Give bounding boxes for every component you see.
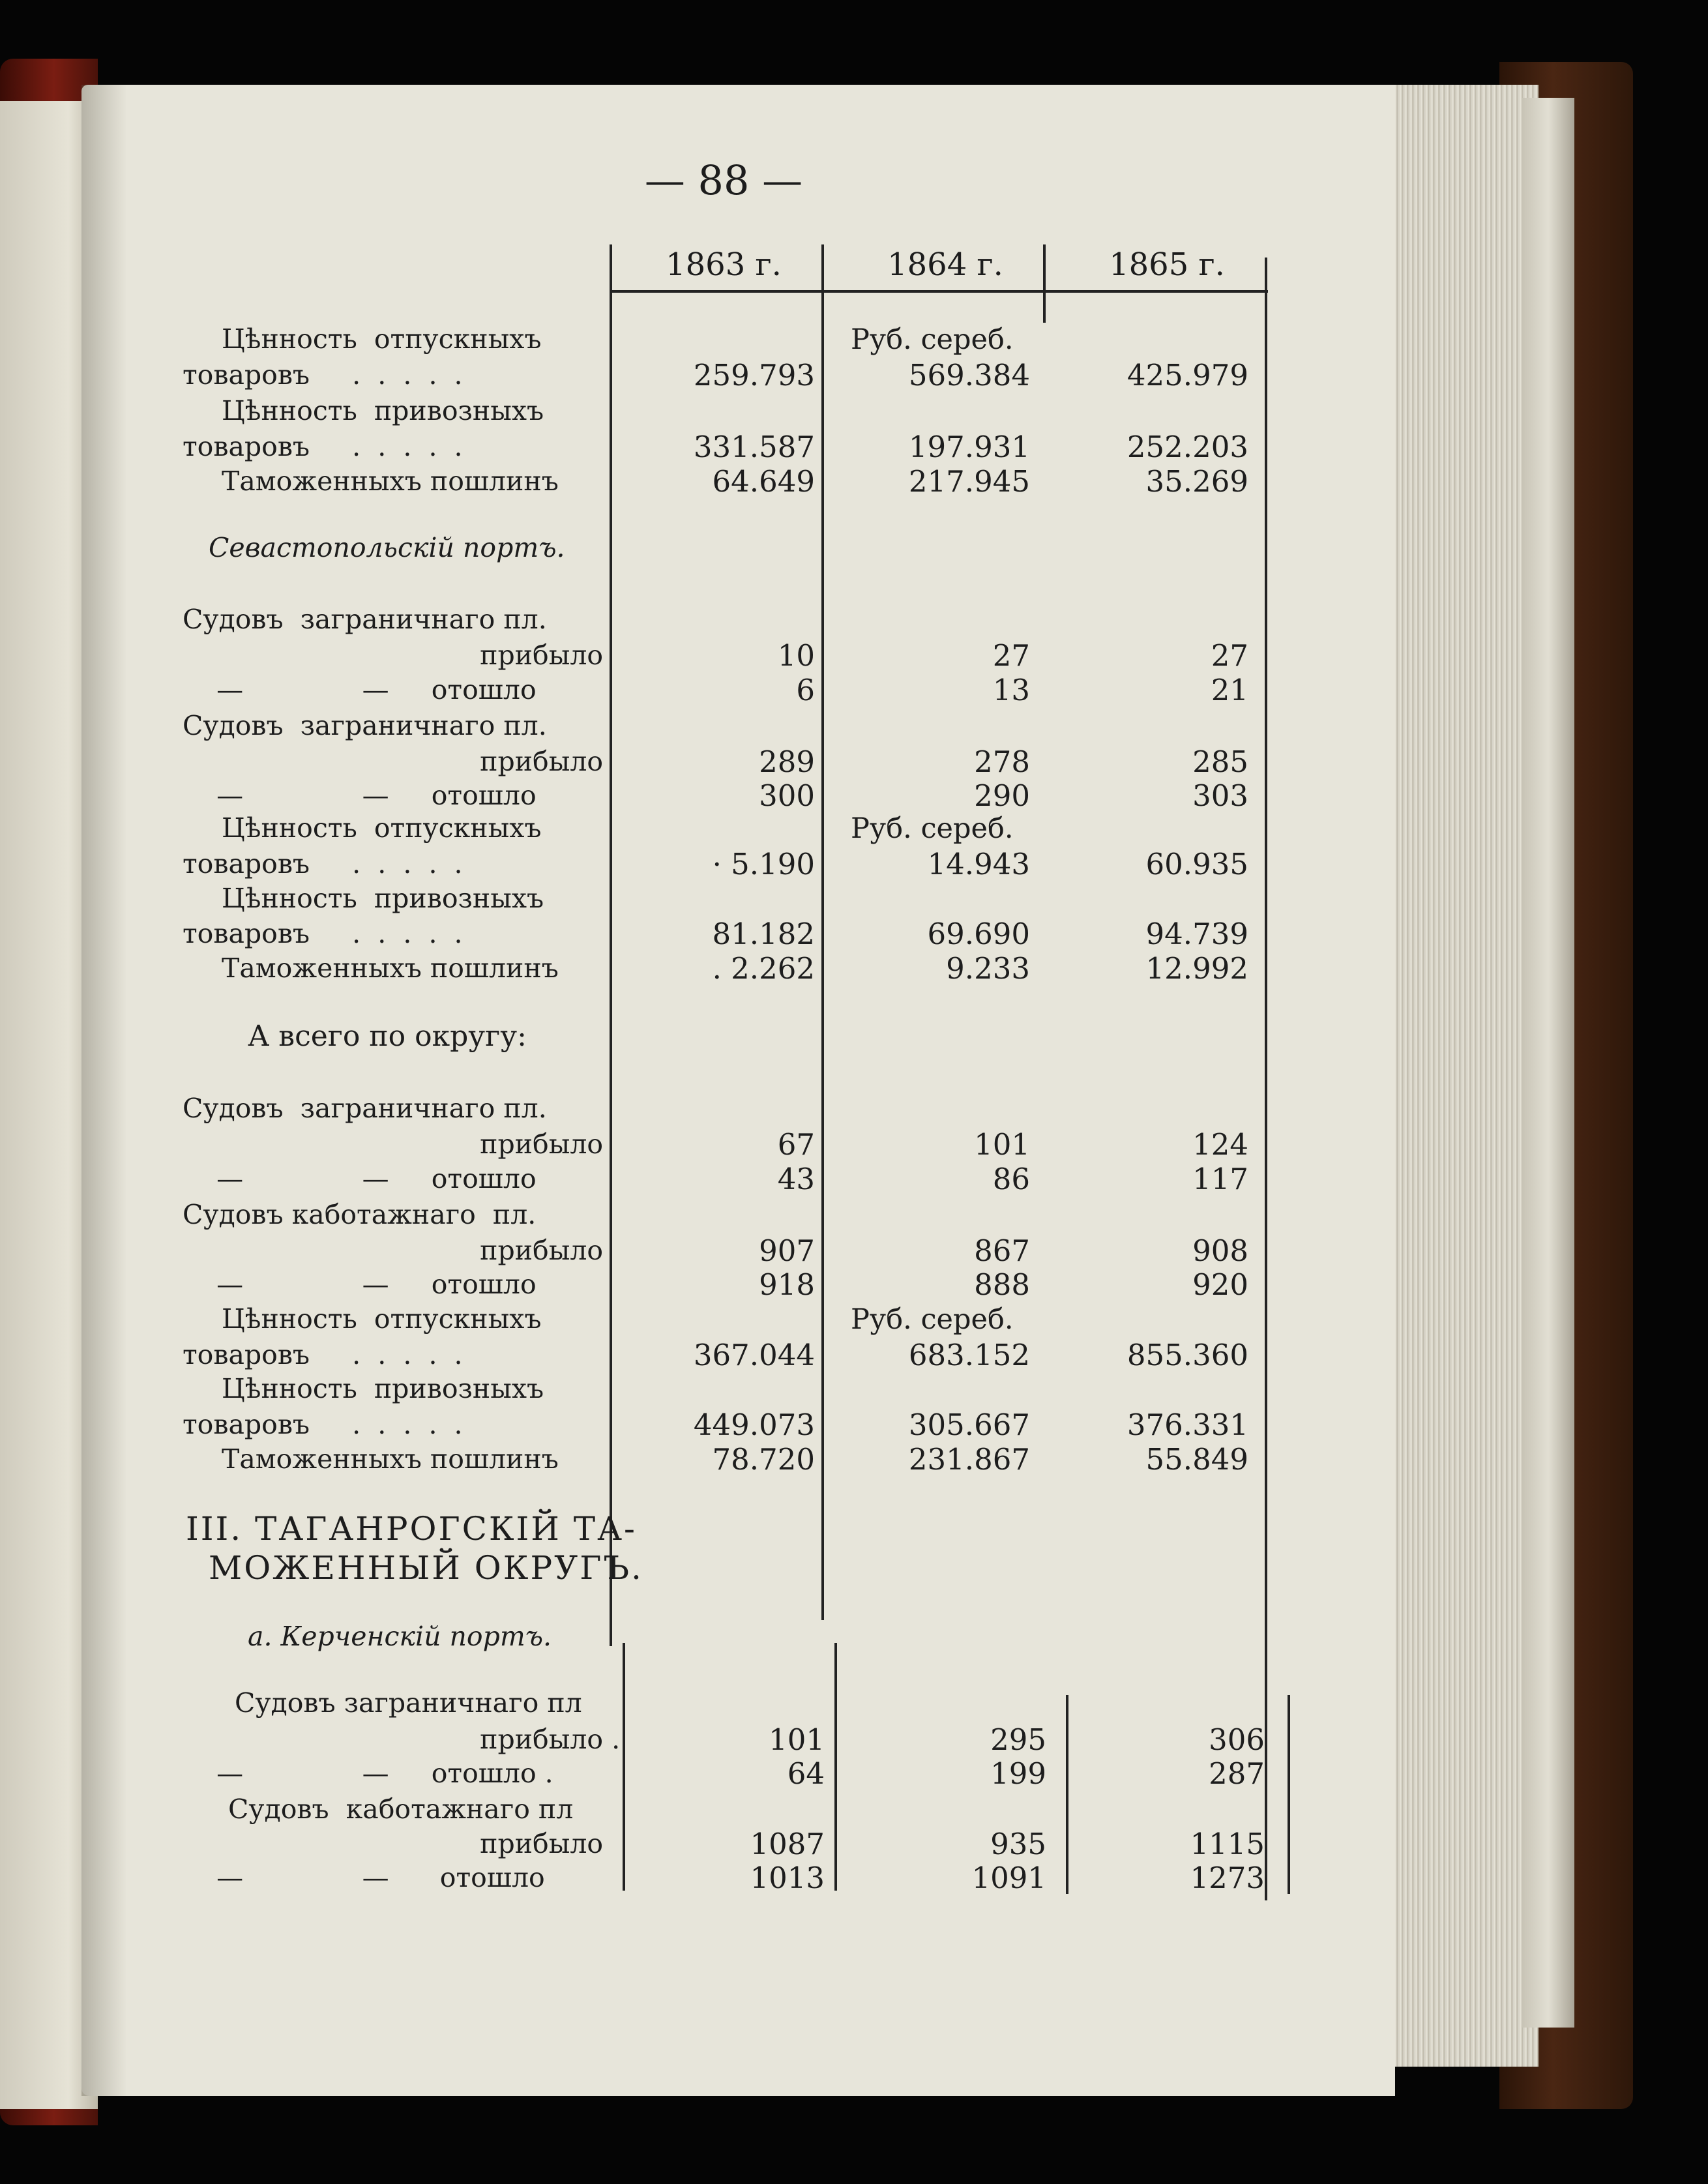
- cell-1863: 64: [787, 1756, 825, 1791]
- cell-1863: 907: [759, 1233, 815, 1268]
- cell-1865: 285: [1192, 745, 1248, 779]
- row-label: Цѣнность отпускныхъ: [222, 323, 542, 355]
- page-edge-block: [1522, 98, 1574, 2028]
- row-label: товаровъ . . . . .: [183, 918, 463, 949]
- row-label: прибыло: [183, 640, 604, 671]
- row-label: товаровъ . . . . .: [183, 1409, 463, 1440]
- column-rule-5: [623, 1643, 625, 1891]
- row-label: Цѣнность отпускныхъ: [222, 812, 542, 844]
- cell-1864: 305.667: [908, 1408, 1030, 1442]
- row-label: Цѣнность привозныхъ: [222, 395, 544, 426]
- cell-1864: 14.943: [927, 847, 1030, 881]
- section-heading: Севастопольскій портъ.: [209, 532, 565, 563]
- cell-1864: 199: [990, 1756, 1046, 1791]
- cell-1864: 569.384: [908, 358, 1030, 392]
- cell-1865: 12.992: [1145, 951, 1248, 986]
- row-label: прибыло .: [183, 1724, 621, 1755]
- cell-1865: 27: [1211, 638, 1248, 673]
- cell-1864: 27: [992, 638, 1030, 673]
- page-number: — 88 —: [644, 156, 803, 204]
- cell-1865: 117: [1192, 1162, 1248, 1196]
- cell-1865: 60.935: [1145, 847, 1248, 881]
- cell-1865: 35.269: [1145, 464, 1248, 499]
- cell-1865: 21: [1211, 673, 1248, 707]
- cell-1864: 101: [974, 1127, 1030, 1162]
- column-rule-6: [834, 1643, 837, 1891]
- cell-1864: 683.152: [908, 1338, 1030, 1372]
- row-label: Цѣнность привозныхъ: [222, 1373, 544, 1404]
- cell-1863: 300: [759, 778, 815, 813]
- cell-1863: 331.587: [693, 430, 815, 464]
- cell-1864: 295: [990, 1722, 1046, 1757]
- row-label: Судовъ заграничнаго пл.: [183, 710, 547, 741]
- cell-1863: . 2.262: [712, 951, 815, 986]
- column-rule-1: [610, 244, 612, 1646]
- cell-1863: 367.044: [693, 1338, 815, 1372]
- cell-1863: 918: [759, 1267, 815, 1302]
- cell-1863: 10: [777, 638, 815, 673]
- row-label: Таможенныхъ пошлинъ: [222, 465, 559, 497]
- cell-1864: 86: [992, 1162, 1030, 1196]
- cell-1863: 81.182: [712, 917, 815, 951]
- column-rule-4: [1265, 258, 1267, 1900]
- row-label: Судовъ заграничнаго пл: [235, 1687, 582, 1719]
- cell-1865: 252.203: [1126, 430, 1248, 464]
- row-label: Цѣнность отпускныхъ: [222, 1303, 542, 1335]
- row-label: прибыло: [183, 1235, 604, 1266]
- row-label: Судовъ заграничнаго пл.: [183, 604, 547, 635]
- cell-1865: 855.360: [1126, 1338, 1248, 1372]
- row-label: прибыло: [183, 1828, 604, 1859]
- cell-1864: 231.867: [908, 1442, 1030, 1477]
- cell-1865: 1115: [1190, 1827, 1265, 1861]
- cell-1863: 449.073: [693, 1408, 815, 1442]
- row-label: Судовъ каботажнаго пл.: [183, 1199, 537, 1230]
- row-label: Таможенныхъ пошлинъ: [222, 1443, 559, 1475]
- cell-1863: 78.720: [712, 1442, 815, 1477]
- cell-1864: 290: [974, 778, 1030, 813]
- row-label: — — отошло .: [183, 1758, 553, 1789]
- row-label: товаровъ . . . . .: [183, 848, 463, 879]
- gutter-shadow: [81, 85, 127, 2096]
- cell-1865: 376.331: [1126, 1408, 1248, 1442]
- rub-note: Руб. сереб.: [851, 323, 1014, 356]
- column-rule-3: [1043, 244, 1046, 323]
- rub-note: Руб. сереб.: [851, 1303, 1014, 1336]
- cell-1863: 43: [777, 1162, 815, 1196]
- cell-1864: 13: [992, 673, 1030, 707]
- row-label: прибыло: [183, 746, 604, 777]
- column-rule-8: [1288, 1695, 1290, 1894]
- cell-1864: 217.945: [908, 464, 1030, 499]
- row-label: Судовъ заграничнаго пл.: [183, 1093, 547, 1124]
- row-label: товаровъ . . . . .: [183, 1339, 463, 1370]
- rub-note: Руб. сереб.: [851, 812, 1014, 845]
- cell-1863: 64.649: [712, 464, 815, 499]
- col-header-1865: 1865 г.: [1109, 246, 1225, 283]
- row-label: товаровъ . . . . .: [183, 431, 463, 462]
- cell-1864: 278: [974, 745, 1030, 779]
- cell-1865: 306: [1209, 1722, 1265, 1757]
- cell-1864: 867: [974, 1233, 1030, 1268]
- cell-1865: 287: [1209, 1756, 1265, 1791]
- cell-1865: 94.739: [1145, 917, 1248, 951]
- cell-1863: 1087: [750, 1827, 825, 1861]
- row-label: — — отошло: [183, 1163, 537, 1194]
- row-label: — — отошло: [183, 780, 537, 811]
- cell-1864: 69.690: [927, 917, 1030, 951]
- section-heading: А всего по округу:: [248, 1020, 527, 1053]
- row-label: Цѣнность привозныхъ: [222, 883, 544, 914]
- section-heading: а. Керченскій портъ.: [248, 1621, 552, 1652]
- cell-1863: 6: [796, 673, 815, 707]
- row-label: Таможенныхъ пошлинъ: [222, 952, 559, 984]
- cell-1863: 289: [759, 745, 815, 779]
- cell-1863: 259.793: [693, 358, 815, 392]
- cell-1864: 9.233: [946, 951, 1030, 986]
- cell-1865: 920: [1192, 1267, 1248, 1302]
- cell-1865: 908: [1192, 1233, 1248, 1268]
- col-header-1864: 1864 г.: [887, 246, 1003, 283]
- row-label: — — отошло: [183, 1269, 537, 1300]
- cell-1864: 888: [974, 1267, 1030, 1302]
- row-label: — — отошло: [183, 674, 537, 705]
- cell-1865: 1273: [1190, 1861, 1265, 1895]
- page-edges: [1389, 85, 1539, 2067]
- cell-1864: 197.931: [908, 430, 1030, 464]
- column-rule-7: [1066, 1695, 1068, 1894]
- row-label: Судовъ каботажнаго пл: [228, 1793, 574, 1825]
- district-heading-line1: III. ТАГАНРОГСКІЙ ТА-: [186, 1510, 637, 1548]
- cell-1864: 935: [990, 1827, 1046, 1861]
- header-rule: [610, 290, 1268, 293]
- col-header-1863: 1863 г.: [666, 246, 782, 283]
- district-heading-line2: МОЖЕННЫЙ ОКРУГЪ.: [209, 1549, 643, 1587]
- row-label: — — отошло: [183, 1862, 545, 1893]
- row-label: прибыло: [183, 1129, 604, 1160]
- cell-1863: · 5.190: [712, 847, 815, 881]
- column-rule-2: [821, 244, 824, 1620]
- cell-1863: 101: [769, 1722, 825, 1757]
- row-label: товаровъ . . . . .: [183, 359, 463, 391]
- cell-1865: 303: [1192, 778, 1248, 813]
- cell-1865: 124: [1192, 1127, 1248, 1162]
- cell-1865: 425.979: [1126, 358, 1248, 392]
- cell-1863: 67: [777, 1127, 815, 1162]
- cell-1865: 55.849: [1145, 1442, 1248, 1477]
- cell-1863: 1013: [750, 1861, 825, 1895]
- cell-1864: 1091: [971, 1861, 1046, 1895]
